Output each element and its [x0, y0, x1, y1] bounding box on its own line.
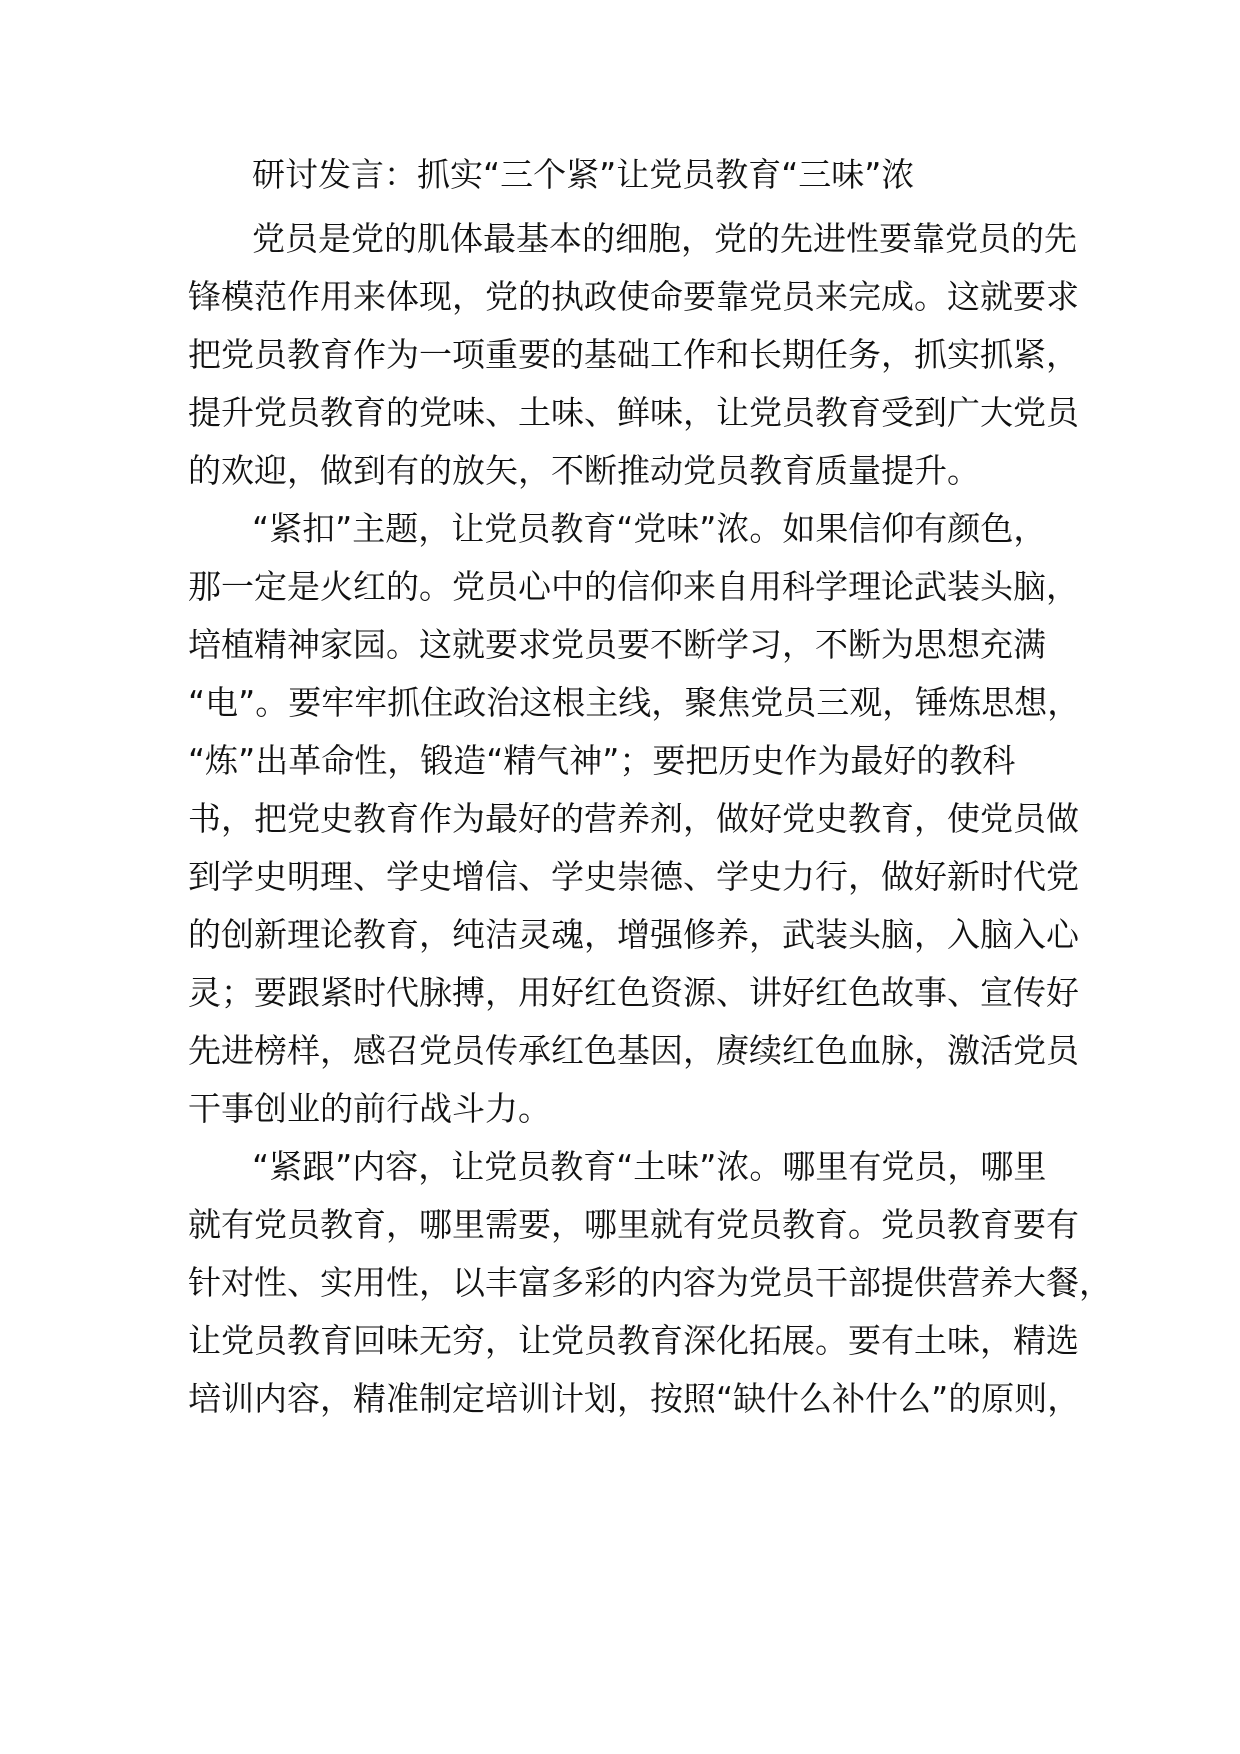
- paragraph-2-line: 干事创业的前行战斗力。: [188, 1089, 551, 1128]
- paragraph-2-line: 那一定是火红的。党员心中的信仰来自用科学理论武装头脑，: [188, 567, 1079, 606]
- paragraph-2-line: “紧扣”主题，让党员教育“党味”浓。如果信仰有颜色，: [252, 509, 1047, 548]
- paragraph-3-line: 就有党员教育，哪里需要，哪里就有党员教育。党员教育要有: [188, 1205, 1079, 1244]
- paragraph-1-line: 把党员教育作为一项重要的基础工作和长期任务，抓实抓紧，: [188, 335, 1079, 374]
- paragraph-1-line: 党员是党的肌体最基本的细胞，党的先进性要靠党员的先: [252, 219, 1077, 258]
- paragraph-2-line: “电”。要牢牢抓住政治这根主线，聚焦党员三观，锤炼思想，: [188, 683, 1081, 722]
- paragraph-1-line: 锋模范作用来体现，党的执政使命要靠党员来完成。这就要求: [188, 277, 1079, 316]
- paragraph-2-line: “炼”出革命性，锻造“精气神”；要把历史作为最好的教科: [188, 741, 1016, 780]
- paragraph-2-line: 先进榜样，感召党员传承红色基因，赓续红色血脉，激活党员: [188, 1031, 1079, 1070]
- paragraph-3-line: 培训内容，精准制定培训计划，按照“缺什么补什么”的原则，: [188, 1379, 1081, 1418]
- paragraph-2-line: 到学史明理、学史增信、学史崇德、学史力行，做好新时代党: [188, 857, 1079, 896]
- paragraph-1-line: 的欢迎，做到有的放矢，不断推动党员教育质量提升。: [188, 451, 980, 490]
- paragraph-2-line: 的创新理论教育，纯洁灵魂，增强修养，武装头脑，入脑入心: [188, 915, 1079, 954]
- paragraph-3-line: 针对性、实用性，以丰富多彩的内容为党员干部提供营养大餐，: [188, 1263, 1112, 1302]
- paragraph-2-line: 灵；要跟紧时代脉搏，用好红色资源、讲好红色故事、宣传好: [188, 973, 1079, 1012]
- document-title: 研讨发言：抓实“三个紧”让党员教育“三味”浓: [252, 155, 915, 194]
- paragraph-1-line: 提升党员教育的党味、土味、鲜味，让党员教育受到广大党员: [188, 393, 1079, 432]
- paragraph-2-line: 书，把党史教育作为最好的营养剂，做好党史教育，使党员做: [188, 799, 1079, 838]
- paragraph-2-line: 培植精神家园。这就要求党员要不断学习，不断为思想充满: [188, 625, 1046, 664]
- paragraph-3-line: 让党员教育回味无穷，让党员教育深化拓展。要有土味，精选: [188, 1321, 1079, 1360]
- paragraph-3-line: “紧跟”内容，让党员教育“土味”浓。哪里有党员，哪里: [252, 1147, 1047, 1186]
